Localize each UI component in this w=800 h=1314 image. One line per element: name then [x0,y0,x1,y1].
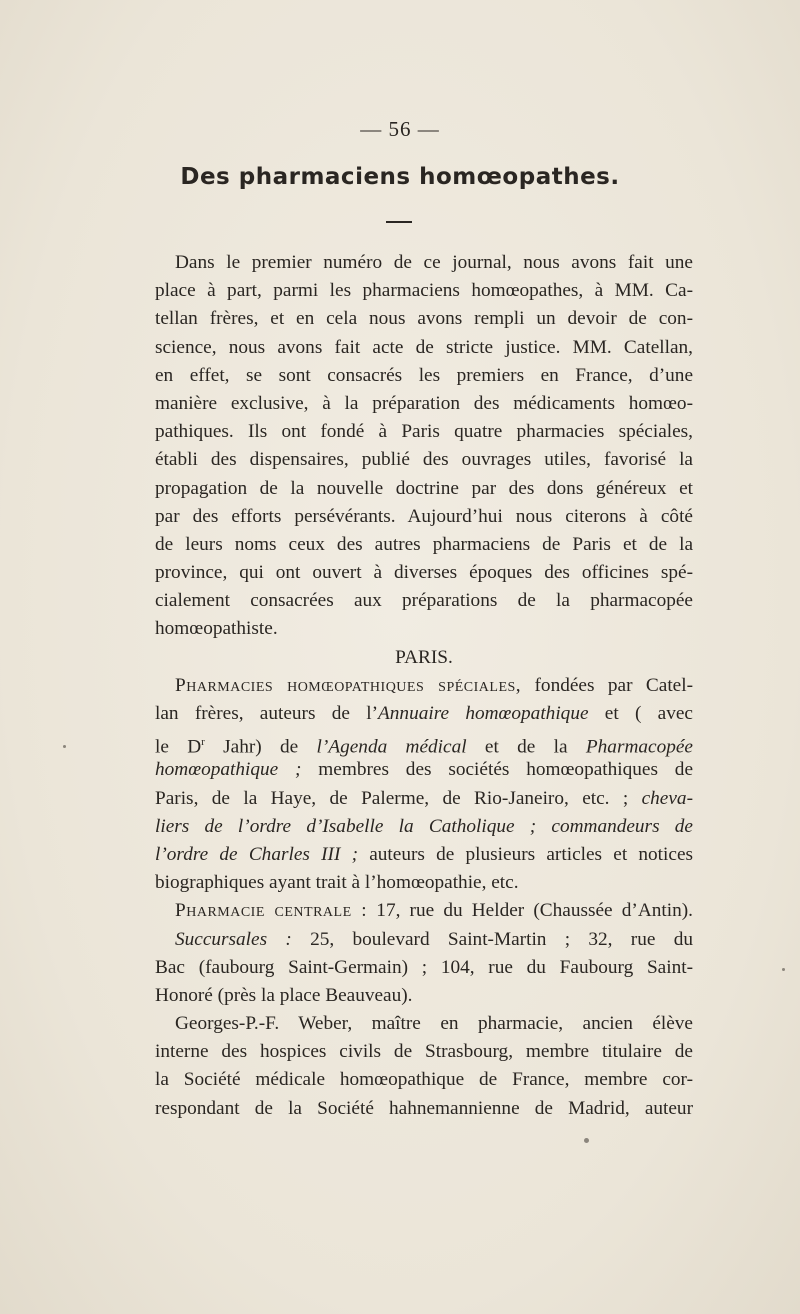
section-heading: PARIS. [395,646,453,668]
text-span: et ( avec [588,703,693,724]
pharmacie-centrale-label: Pharmacie centrale : [175,900,368,922]
text-line: Bac (faubourg Saint-Germain) ; 104, rue du Faubourg Saint- [155,956,693,978]
text-line [155,785,693,813]
text-span: le D [155,736,202,758]
text-line: Georges-P.-F. Weber, maître en pharmacie, ancien élève [175,1013,693,1035]
text-line [155,756,693,784]
article-title: Des pharmaciens homœopathes. [180,164,620,190]
page-number: — 56 — [360,117,440,141]
text-span: et de la [466,736,586,758]
text-line: Honoré (près la place Beauveau). [155,984,413,1006]
title-rule [386,221,412,223]
text-line: homœopathiste. [155,618,278,640]
text-line [155,672,693,700]
text-span: membres des sociétés homœopathiques de [301,759,693,781]
italic-title: Pharmacopée [585,736,693,758]
superscript: r [201,736,205,749]
pharmacies-label: Pharmacies homœopathiques spéciales, [175,674,522,696]
text-span: auteurs de plusieurs articles et notices [358,843,694,865]
paper-speck [584,1138,589,1143]
text-span: 25, boulevard Saint-Martin ; 32, rue du [291,928,693,950]
text-line: interne des hospices civils de Strasbourg, membre titulaire de [155,1041,693,1063]
text-span: 17, rue du Helder (Chaussée d’Antin). [367,900,693,922]
text-line: établi des dispensaires, publié des ouvrages utiles, favorisé la [155,449,693,471]
text-line: propagation de la nouvelle doctrine par des dons généreux et [155,477,693,499]
text-line [155,728,693,756]
paper-speck [782,968,785,971]
text-line: tellan frères, et en cela nous avons rempli un devoir de con- [155,308,693,330]
text-line [155,841,693,869]
italic-title: l’Agenda médical [316,736,467,758]
italic-text: l’ordre de Charles III ; [155,843,359,865]
text-line: place à part, parmi les pharmaciens homœopathes, à MM. Ca- [155,280,693,302]
text-line [155,926,693,954]
paper-speck [63,745,66,748]
text-line: biographiques ayant trait à l’homœopathie, etc. [155,872,519,894]
text-line [155,700,693,728]
italic-title: Annuaire homœopathique [378,703,589,724]
text-span: Jahr) de [204,736,317,758]
italic-title: homœopathique ; [155,759,302,781]
text-line: science, nous avons fait acte de stricte justice. MM. Catellan, [155,336,693,358]
text-line: cialement consacrées aux préparations de la pharmacopée [155,590,693,612]
text-line: Dans le premier numéro de ce journal, nous avons fait une [175,252,693,273]
text-span: lan frères, auteurs de l’ [155,703,379,724]
text-line: par des efforts persévérants. Aujourd’hui nous citerons à côté [155,505,693,527]
text-line: pathiques. Ils ont fondé à Paris quatre pharmacies spéciales, [155,421,693,443]
text-line: de leurs noms ceux des autres pharmaciens de Paris et de la [155,533,693,555]
text-line: respondant de la Société hahnemannienne de Madrid, auteur [155,1097,693,1119]
italic-text: cheva- [641,787,693,809]
text-line [155,897,693,925]
text-line: la Société médicale homœopathique de France, membre cor- [155,1069,693,1091]
text-line: province, qui ont ouvert à diverses époques des officines spé- [155,562,693,584]
text-span: fondées par Catel- [521,674,694,696]
text-span: Paris, de la Haye, de Palerme, de Rio-Janeiro, etc. ; [155,787,642,809]
article-body [155,249,693,1123]
text-line: en effet, se sont consacrés les premiers en France, d’une [155,364,693,386]
succursales-label: Succursales : [175,928,292,950]
text-line: manière exclusive, à la préparation des médicaments homœo- [155,392,693,414]
text-line: liers de l’ordre d’Isabelle la Catholique ; commandeurs de [155,815,693,837]
